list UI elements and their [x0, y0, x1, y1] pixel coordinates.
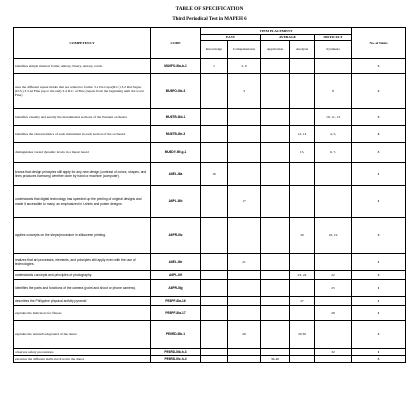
code-cell: PE6PF-IIIa-17	[151, 306, 201, 321]
code-cell: A6EL-IIIe	[151, 254, 201, 271]
knowledge-cell	[201, 218, 228, 254]
competency-cell: describes the Philippine physical activity pyramid	[14, 297, 151, 306]
table-row	[14, 306, 406, 321]
application-cell	[261, 254, 290, 271]
synthesis-cell	[315, 163, 352, 186]
header-knowledge: Knowledge	[201, 41, 228, 59]
comprehension-cell: 3	[228, 74, 261, 109]
synthesis-cell: 6, 7,	[315, 143, 352, 163]
application-cell	[261, 271, 290, 280]
application-cell	[261, 306, 290, 321]
analysis-cell	[290, 280, 315, 297]
analysis-cell	[290, 59, 315, 74]
table-row	[14, 74, 406, 109]
code-cell: PE6RD-IIIb-h-3	[151, 349, 201, 356]
table-row	[14, 321, 406, 349]
table-row	[14, 280, 406, 297]
comprehension-cell	[228, 126, 261, 143]
knowledge-cell	[201, 280, 228, 297]
comprehension-cell: 21	[228, 254, 261, 271]
analysis-cell	[290, 356, 315, 363]
code-cell: A6EL-IIIa	[151, 163, 201, 186]
competency-cell: explains the nature/background of the dance	[14, 321, 151, 349]
application-cell	[261, 349, 290, 356]
comprehension-cell	[228, 271, 261, 280]
items-cell: 3	[352, 109, 406, 126]
competency-cell: identifies simple musical forms; unitary, binary, ternary, rondo	[14, 59, 151, 74]
synthesis-cell: 18, 19	[315, 218, 352, 254]
table-row	[14, 109, 406, 126]
competency-cell: distinguishes varied dynamic levels in a music heard	[14, 143, 151, 163]
code-cell: PE6RD-IIIc-h-4	[151, 356, 201, 363]
table-row	[14, 143, 406, 163]
header-analysis: Analysis	[290, 41, 315, 59]
competency-cell: executes the different skills involved in the dance	[14, 356, 151, 363]
table-row	[14, 163, 406, 186]
knowledge-cell: 1	[201, 59, 228, 74]
comprehension-cell	[228, 163, 261, 186]
comprehension-cell: 17	[228, 186, 261, 218]
knowledge-cell	[201, 254, 228, 271]
comprehension-cell	[228, 218, 261, 254]
application-cell: 36-40	[261, 356, 290, 363]
knowledge-cell	[201, 186, 228, 218]
synthesis-cell: 22	[315, 271, 352, 280]
application-cell	[261, 109, 290, 126]
analysis-cell: 12, 14	[290, 126, 315, 143]
code-cell: A6PR-IIIg	[151, 280, 201, 297]
competency-cell: identifies the characteristics of each instrument in each section of the orchestra	[14, 126, 151, 143]
comprehension-cell: 26	[228, 321, 261, 349]
table-row	[14, 297, 406, 306]
items-cell: 3	[352, 321, 406, 349]
analysis-cell	[290, 186, 315, 218]
application-cell	[261, 126, 290, 143]
comprehension-cell	[228, 109, 261, 126]
header-difficult: DIFFICULT	[315, 35, 352, 41]
competency-cell: understands concepts and principles of photography.	[14, 271, 151, 280]
synthesis-cell	[315, 356, 352, 363]
table-row	[14, 218, 406, 254]
code-cell: A6PL-IIIf	[151, 271, 201, 280]
table-row	[14, 254, 406, 271]
items-cell: 3	[352, 271, 406, 280]
synthesis-cell	[315, 321, 352, 349]
competency-cell: knows that design principles still apply for any new design (contrast of colors, shapes, and lines produces harmony) whether done by hand or machine (computer).	[14, 163, 151, 186]
header-competency: COMPETENCY	[14, 28, 151, 59]
items-cell: 1	[352, 297, 406, 306]
knowledge-cell	[201, 306, 228, 321]
competency-cell: uses the different repeat marks that are related to forms: 3.1 Da Capo(D.C.) 3.2 Dal Segno (D.S.) 3.3 Al Fine (up to the end) 3.4 D.C. al Fine (repeat from the beginning until the word Fine)	[14, 74, 151, 109]
document-title: TABLE OF SPECIFICATION	[175, 6, 244, 12]
synthesis-cell: 28	[315, 306, 352, 321]
analysis-cell: 29 30	[290, 321, 315, 349]
competency-cell: explains the indicators for fitness	[14, 306, 151, 321]
synthesis-cell: 32	[315, 349, 352, 356]
header-code: CODE	[151, 28, 201, 59]
items-cell: 3	[352, 59, 406, 74]
analysis-cell	[290, 163, 315, 186]
items-cell: 1	[352, 163, 406, 186]
table-row	[14, 126, 406, 143]
analysis-cell	[290, 349, 315, 356]
analysis-cell: 23, 24	[290, 271, 315, 280]
competency-cell: observes safety precautions	[14, 349, 151, 356]
code-cell: A6PR-IIIc	[151, 218, 201, 254]
code-cell: MU6TB-IIId-1	[151, 109, 201, 126]
competency-cell: understands that digital technology has speeded up the printing of original designs and made it accessible to many, as emphasized in t-shirts and poster designs.	[14, 186, 151, 218]
synthesis-cell: 8	[315, 74, 352, 109]
items-cell: 1	[352, 186, 406, 218]
header-average: AVERAGE	[261, 35, 315, 41]
analysis-cell	[290, 306, 315, 321]
application-cell	[261, 280, 290, 297]
comprehension-cell	[228, 280, 261, 297]
header-comprehension: Comprehension	[228, 41, 261, 59]
synthesis-cell: 10, 11, 13	[315, 109, 352, 126]
knowledge-cell	[201, 271, 228, 280]
application-cell	[261, 186, 290, 218]
synthesis-cell: 4, 5,	[315, 126, 352, 143]
application-cell	[261, 218, 290, 254]
table-row	[14, 59, 406, 74]
table-row	[14, 186, 406, 218]
analysis-cell: 27	[290, 297, 315, 306]
competency-cell: applies concepts on the steps/procedure in silkscreen printing.	[14, 218, 151, 254]
comprehension-cell	[228, 297, 261, 306]
application-cell	[261, 321, 290, 349]
knowledge-cell	[201, 321, 228, 349]
code-cell: PE6PF-IIIa-16	[151, 297, 201, 306]
comprehension-cell	[228, 356, 261, 363]
code-cell: MU6FO-IIIa-b-1	[151, 59, 201, 74]
analysis-cell: 20	[290, 218, 315, 254]
competency-cell: identifies visually and aurally the instrumental sections of the Western orchestra	[14, 109, 151, 126]
comprehension-cell	[228, 349, 261, 356]
table-row	[14, 349, 406, 356]
table-row	[14, 356, 406, 363]
comprehension-cell	[228, 143, 261, 163]
items-cell: 1	[352, 306, 406, 321]
items-cell: 5	[352, 356, 406, 363]
analysis-cell	[290, 74, 315, 109]
code-cell: MU6TB-IIIe-3	[151, 126, 201, 143]
synthesis-cell: 25	[315, 280, 352, 297]
competency-cell: realizes that art processes, elements, and principles still apply even with the use of technologies.	[14, 254, 151, 271]
specification-table	[13, 27, 406, 363]
items-cell: 1	[352, 349, 406, 356]
items-cell: 1	[352, 280, 406, 297]
header-synthesis: Synthesis	[315, 41, 352, 59]
knowledge-cell	[201, 74, 228, 109]
items-cell: 3	[352, 218, 406, 254]
knowledge-cell	[201, 109, 228, 126]
synthesis-cell	[315, 186, 352, 218]
synthesis-cell	[315, 59, 352, 74]
header-application: Application	[261, 41, 290, 59]
competency-cell: identifies the parts and functions of the camera (point and shoot or phone camera).	[14, 280, 151, 297]
knowledge-cell	[201, 143, 228, 163]
items-cell: 4	[352, 126, 406, 143]
code-cell: MU6DY-IIIf-g-1	[151, 143, 201, 163]
knowledge-cell	[201, 126, 228, 143]
document-subtitle: Third Periodical Test in MAPEH 6	[172, 17, 247, 22]
analysis-cell: 15,	[290, 143, 315, 163]
application-cell	[261, 74, 290, 109]
items-cell: 2	[352, 74, 406, 109]
items-cell: 3	[352, 143, 406, 163]
header-item-placement: ITEM PLACEMENT	[201, 28, 352, 35]
header-easy: EASY	[201, 35, 261, 41]
application-cell	[261, 297, 290, 306]
code-cell: A6PL-IIIb	[151, 186, 201, 218]
application-cell	[261, 143, 290, 163]
code-cell: MU6FO-IIIc-3	[151, 74, 201, 109]
analysis-cell	[290, 109, 315, 126]
items-cell: 1	[352, 254, 406, 271]
comprehension-cell	[228, 306, 261, 321]
synthesis-cell	[315, 254, 352, 271]
synthesis-cell	[315, 297, 352, 306]
application-cell	[261, 163, 290, 186]
knowledge-cell: 16	[201, 163, 228, 186]
knowledge-cell	[201, 356, 228, 363]
analysis-cell	[290, 254, 315, 271]
knowledge-cell	[201, 297, 228, 306]
knowledge-cell	[201, 349, 228, 356]
header-no-items: No. of Items	[352, 28, 406, 59]
comprehension-cell: 2, 9	[228, 59, 261, 74]
application-cell	[261, 59, 290, 74]
code-cell: PE6RD-IIIb-1	[151, 321, 201, 349]
table-row	[14, 271, 406, 280]
